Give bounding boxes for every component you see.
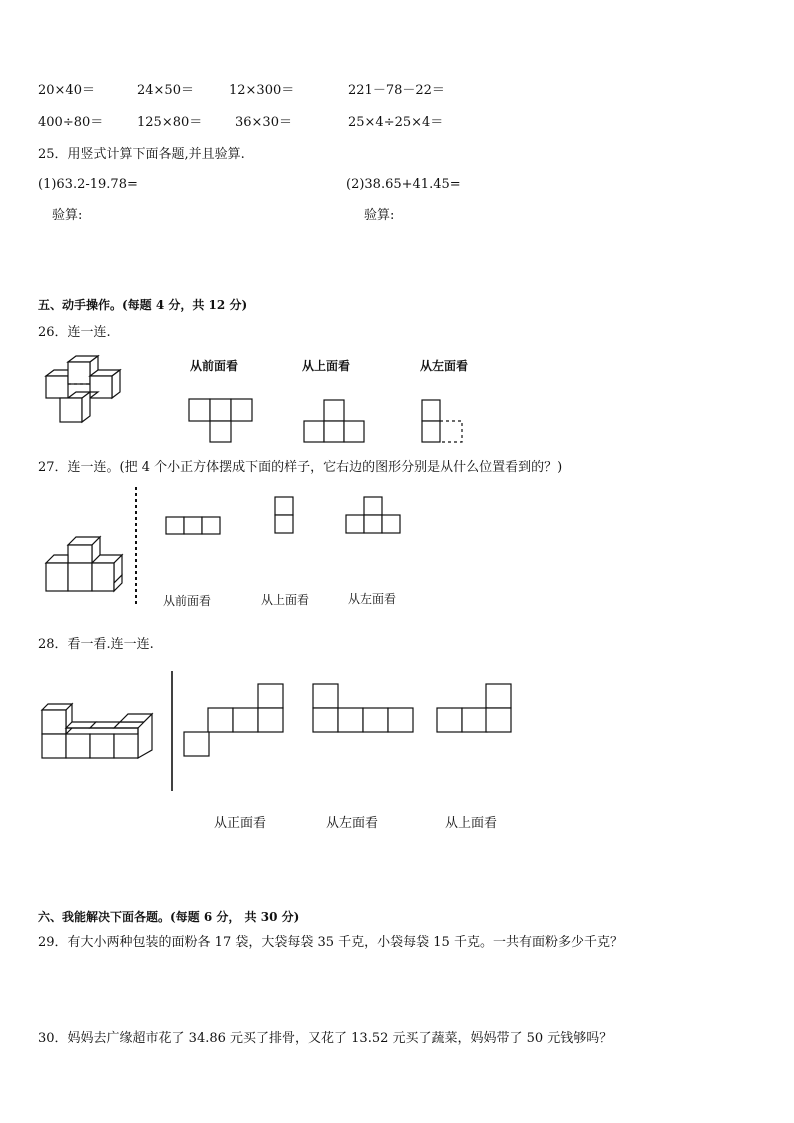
q28-view-l-right	[436, 683, 514, 735]
section-6-title: 六、我能解决下面各题。(每题 6 分， 共 30 分)	[38, 910, 300, 924]
q25-title: 25．用竖式计算下面各题,并且验算.	[38, 147, 245, 162]
q26-label-front: 从前面看	[190, 359, 239, 373]
q28-label-top: 从上面看	[445, 816, 498, 831]
arith-item: 221－78－22＝	[348, 83, 445, 98]
arith-item: 125×80＝	[137, 115, 203, 130]
q28-view-stairs	[183, 683, 285, 759]
arith-item: 25×4÷25×4＝	[348, 115, 444, 130]
q27-view-row	[165, 516, 223, 536]
q26-cube-figure	[40, 356, 120, 426]
q26-label-top: 从上面看	[302, 359, 351, 373]
q30-text: 30．妈妈去广缘超市花了 34.86 元买了排骨，又花了 13.52 元买了蔬菜，妈妈带了 50 元钱够吗？	[38, 1031, 613, 1046]
q28-divider	[170, 671, 174, 791]
q27-cube-figure	[44, 535, 124, 595]
q26-label-left: 从左面看	[420, 359, 469, 373]
q27-label-front: 从前面看	[163, 594, 212, 608]
q27-view-column	[274, 496, 296, 536]
arith-item: 24×50＝	[137, 83, 194, 98]
q25-check-1: 验算:	[52, 208, 83, 223]
q27-divider	[133, 487, 139, 605]
q27-view-inverted-t	[345, 496, 403, 536]
section-5-title: 五、动手操作。(每题 4 分，共 12 分)	[38, 298, 248, 312]
arith-item: 12×300＝	[229, 83, 295, 98]
q28-view-l-left	[312, 683, 414, 735]
q27-label-left: 从左面看	[348, 592, 397, 606]
q26-title: 26．连一连.	[38, 325, 111, 340]
q28-label-left: 从左面看	[326, 816, 379, 831]
q27-title: 27．连一连。(把 4 个小正方体摆成下面的样子，它右边的图形分别是从什么位置看到的？)	[38, 460, 563, 475]
q27-label-top: 从上面看	[261, 593, 310, 607]
q25-problem-1: (1)63.2-19.78=	[38, 177, 138, 192]
q26-view-t-shape	[189, 399, 253, 443]
q28-label-front: 从正面看	[214, 816, 267, 831]
q29-text: 29．有大小两种包装的面粉各 17 袋，大袋每袋 35 千克，小袋每袋 15 千克。一共有面粉多少千克？	[38, 935, 623, 950]
arith-item: 36×30＝	[235, 115, 292, 130]
arith-item: 400÷80＝	[38, 115, 104, 130]
arith-item: 20×40＝	[38, 83, 95, 98]
q28-cube-figure	[42, 704, 158, 762]
q25-check-2: 验算:	[364, 208, 395, 223]
q25-problem-2: (2)38.65+41.45=	[346, 177, 461, 192]
q26-view-inverted-t	[304, 400, 366, 444]
q28-title: 28．看一看.连一连.	[38, 637, 154, 652]
q26-view-column	[422, 400, 466, 444]
